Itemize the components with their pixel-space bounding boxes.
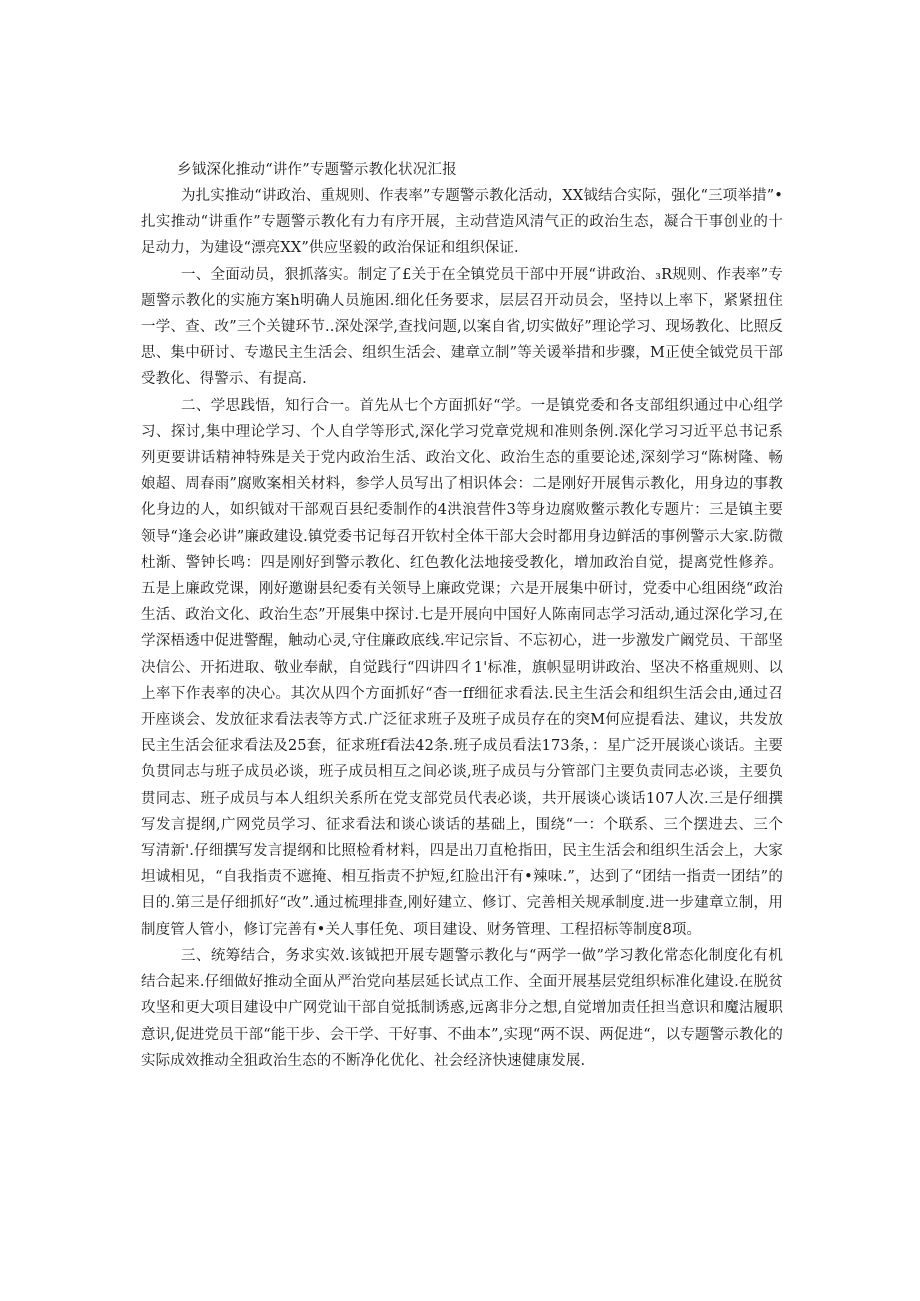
section-one-paragraph: 一、全面动员，狠抓落实。制定了£关于在全镇党员干部中开展“讲政治、₃R规则、作表率”专题警示教化的实施方案h明确人员施困.细化任务要求，层层召开动员会，坚持以上率下，紧紧扭住一学、查、改”三个关键环节..深处深学,查找问题,以案自省,切实做好”理论学习、现场教化、比照反思、集中研讨、专遨民主生活会、组织生活会、建章立制”等关谖举措和步骤，M正使全钺党员干部受教化、得警示、有提高.	[141, 266, 783, 388]
intro-paragraph: 为扎实推动“讲政治、重规则、作表率”专题警示教化活动，XX钺结合实际，强化“三项举措”•扎实推动“讲重作”专题警示教化有力有序开展，主动营造风清气正的政治生态，凝合干事创业的十足动力，为建设“漂亮XX”供应坚毅的政治保证和组织保证.	[141, 188, 783, 257]
document-body	[141, 157, 783, 1074]
section-two-paragraph: 二、学思践悟，知行合一。首先从七个方面抓好“学。一是镇党委和各支部组织通过中心组学习、探讨,集中理论学习、个人自学等形式,深化学习党章党规和准则条例.深化学习习近平总书记系列更要讲话精神特殊是关于党内政治生活、政治文化、政治生态的重要论述,深刻学习“陈树隆、畅娘超、周春雨”腐败案相关材料，参学人员写出了相识体会：二是刚好开展售示教化，用身边的事教化身边的人，如织钺对干部观百县纪委制作的4洪浪营件3等身边腐败鳖示教化专题片：三是镇主要领导“逢会必讲”廉政建设.镇党委书记每召开钦村全体干部大会时都用身边鲜活的事例警示大家.防微杜渐、警钟长鸣：四是刚好到警示教化、红色教化法地接受教化，增加政治自觉，提离党性修养。五是上廉政党课，刚好邀谢县纪委有关领导上廉政党课；六是开展集中研讨，党委中心组困绕“政治生活、政治文化、政治生态”开展集中探讨.七是开展向中国好人陈南同志学习活动,通过深化学习,在学深梧透中促进警醒，触动心灵,守住廉政底线.牢记宗旨、不忘初心，进一步激发广阚党员、干部坚决信公、开拓进取、敬业奉献，自觉践行“四讲四彳1'标准，旗帜显明讲政治、坚决不格重规则、以上率下作表率的决心。其次从四个方面抓好“杳一ff细征求看法.民主生活会和组织生活会由,通过召开座谈会、发放征求看法表等方式.广泛征求班子及班子成员存在的突M何应提看法、建议，共发放民主生活会征求看法及25套，征求班f看法42条.班子成员看法173条，：星广泛开展谈心谈话。主要负贯同志与班子成员必谈，班子成员相互之间必谈,班子成员与分管部门主要负责同志必谈，主要负贯同志、班子成员与本人组织关系所在党支部党员代表必谈，共开展谈心谈话107人次.三是仔细撰写发言提纲,广网党员学习、征求看法和谈心谈话的基础上，围绕“一：个联系、三个摆进去、三个写清新'.仔细撰写发言提纲和比照检肴材料，四是出刀直枪指田，民主生活会和组织生活会上，大家坦诚相见，“自我指责不遮掩、相互指责不护短,红脸出汗有•辣味.”，达到了“团结一指责一团结”的目的.第三是仔细抓好“改”.通过梳理排查,刚好建立、修订、完善相关规承制度.进一步建章立制，用制度管人管小，修订完善有•关人事任免、项目建设、财务管理、工程招标等制度8项。	[141, 397, 783, 938]
document-title: 乡钺深化推动“讲作”专题警示教化状况汇报	[177, 162, 457, 178]
section-three-paragraph: 三、统筹结合，务求实效.该钺把开展专题警示教化与“两学一做”学习教化常态化制度化有机结合起来.仔细做好推动全面从严治党向基层延长试点工作、全面开展基层党组织标准化建设.在脱贫攻坚和更大项目建设中广网党讪干部自觉抵制诱惑,远离非分之想,自觉增加责任担当意识和魔沽履职意识,促进党员干部“能干步、会干学、干好事、不曲本”,实现“两不误、两促进“，以专题警示教化的实际成效推动全狙政治生态的不断净化优化、社会经济快速健康发展.	[141, 947, 783, 1069]
